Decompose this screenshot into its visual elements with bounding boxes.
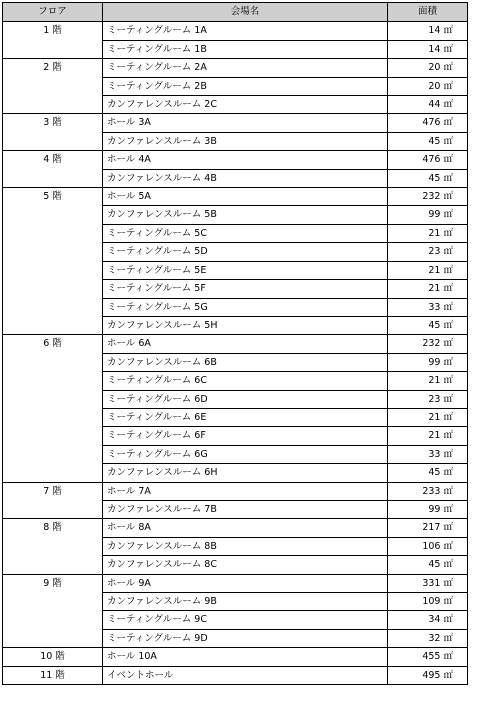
area-cell [388,574,468,592]
venue-name-cell: ホール 7A [103,482,388,500]
area-unit: ㎡ [443,301,453,313]
venue-name-cell: ミーティングルーム 5G [103,298,388,316]
area-unit: ㎡ [443,99,453,111]
area-unit: ㎡ [443,25,453,37]
floor-cell: 1 階 [3,22,103,59]
area-unit: ㎡ [443,503,453,515]
venue-name-cell: カンファレンスルーム 4B [103,169,388,187]
header-row [3,3,468,22]
area-unit: ㎡ [443,430,453,442]
area-unit: ㎡ [443,669,453,681]
venue-name-cell: ミーティングルーム 6F [103,427,388,445]
venue-name-cell: ミーティングルーム 1B [103,40,388,58]
area-value: 331 [422,577,441,589]
area-cell [388,390,468,408]
area-cell [388,224,468,242]
area-value: 476 [422,117,441,129]
area-value: 23 [428,246,441,258]
venue-body [3,22,468,685]
venue-name-cell: ホール 5A [103,188,388,206]
venue-name-cell: ミーティングルーム 5E [103,261,388,279]
area-value: 14 [428,43,441,55]
venue-name-cell: カンファレンスルーム 9B [103,593,388,611]
venue-name-cell: ミーティングルーム 6G [103,445,388,463]
area-value: 99 [428,503,441,515]
venue-name-cell: ホール 3A [103,114,388,132]
area-value: 20 [428,80,441,92]
area-cell [388,298,468,316]
area-value: 14 [428,25,441,37]
area-value: 21 [428,411,441,423]
area-value: 455 [422,651,441,663]
table-row [3,114,468,132]
area-cell [388,40,468,58]
area-cell [388,482,468,500]
area-value: 45 [428,559,441,571]
venue-name-cell: ミーティングルーム 6D [103,390,388,408]
area-cell [388,96,468,114]
area-value: 32 [428,632,441,644]
venue-name-cell: カンファレンスルーム 2C [103,96,388,114]
table-row [3,335,468,353]
area-value: 495 [422,669,441,681]
table-row [3,22,468,40]
area-cell [388,445,468,463]
area-value: 106 [422,540,441,552]
area-unit: ㎡ [443,356,453,368]
area-unit: ㎡ [443,209,453,221]
area-value: 44 [428,99,441,111]
venue-name-cell: ミーティングルーム 6C [103,372,388,390]
area-value: 21 [428,227,441,239]
area-unit: ㎡ [443,577,453,589]
venue-name-cell: カンファレンスルーム 3B [103,132,388,150]
area-cell [388,206,468,224]
area-cell [388,114,468,132]
venue-name-cell: ホール 10A [103,648,388,666]
area-unit: ㎡ [443,43,453,55]
area-unit: ㎡ [443,283,453,295]
area-cell [388,22,468,40]
floor-cell: 2 階 [3,59,103,114]
area-value: 21 [428,430,441,442]
area-cell [388,316,468,334]
area-value: 21 [428,283,441,295]
area-cell [388,280,468,298]
area-unit: ㎡ [443,227,453,239]
venue-name-cell: ミーティングルーム 5C [103,224,388,242]
area-value: 99 [428,209,441,221]
area-cell [388,151,468,169]
area-unit: ㎡ [443,522,453,534]
floor-cell: 3 階 [3,114,103,151]
area-cell [388,132,468,150]
area-cell [388,666,468,684]
area-value: 45 [428,467,441,479]
floor-cell: 5 階 [3,188,103,335]
venue-name-cell: ホール 4A [103,151,388,169]
area-unit: ㎡ [443,467,453,479]
area-cell [388,556,468,574]
area-unit: ㎡ [443,319,453,331]
floor-header: フロア [3,3,103,22]
area-cell [388,169,468,187]
area-cell [388,261,468,279]
floor-cell: 11 階 [3,666,103,684]
venue-name-cell: カンファレンスルーム 8C [103,556,388,574]
area-value: 33 [428,448,441,460]
area-value: 21 [428,264,441,276]
table-row [3,519,468,537]
table-row [3,574,468,592]
area-unit: ㎡ [443,393,453,405]
venue-table [2,2,468,685]
area-value: 217 [422,522,441,534]
area-unit: ㎡ [443,246,453,258]
area-unit: ㎡ [443,448,453,460]
area-cell [388,593,468,611]
floor-cell: 6 階 [3,335,103,482]
area-value: 99 [428,356,441,368]
venue-name-cell: カンファレンスルーム 6B [103,353,388,371]
area-unit: ㎡ [443,135,453,147]
area-header: 面積 [388,3,468,22]
venue-name-cell: ミーティングルーム 1A [103,22,388,40]
area-value: 109 [422,596,441,607]
venue-name-cell: ミーティングルーム 9C [103,611,388,629]
area-unit: ㎡ [443,540,453,552]
table-row [3,666,468,684]
area-value: 21 [428,375,441,387]
area-value: 20 [428,62,441,74]
venue-name-cell: カンファレンスルーム 6H [103,464,388,482]
area-cell [388,59,468,77]
area-unit: ㎡ [443,117,453,129]
venue-name-cell: ミーティングルーム 2B [103,77,388,95]
area-cell [388,629,468,647]
floor-cell: 4 階 [3,151,103,188]
area-value: 34 [428,614,441,626]
area-unit: ㎡ [443,651,453,663]
area-cell [388,519,468,537]
venue-name-cell: ミーティングルーム 2A [103,59,388,77]
table-row [3,648,468,666]
venue-header: 会場名 [103,3,388,22]
area-unit: ㎡ [443,375,453,387]
table-row [3,482,468,500]
venue-name-cell: ミーティングルーム 6E [103,408,388,426]
floor-cell: 9 階 [3,574,103,648]
area-unit: ㎡ [443,80,453,92]
area-cell [388,408,468,426]
venue-name-cell: カンファレンスルーム 7B [103,500,388,518]
area-cell [388,243,468,261]
area-cell [388,500,468,518]
area-value: 233 [422,485,441,497]
area-value: 33 [428,301,441,313]
area-unit: ㎡ [443,191,453,203]
area-value: 23 [428,393,441,405]
area-unit: ㎡ [443,154,453,166]
area-cell [388,353,468,371]
area-unit: ㎡ [443,172,453,184]
area-unit: ㎡ [443,338,453,350]
floor-cell: 10 階 [3,648,103,666]
area-cell [388,335,468,353]
venue-name-cell: カンファレンスルーム 5H [103,316,388,334]
area-unit: ㎡ [443,264,453,276]
area-unit: ㎡ [443,62,453,74]
area-cell [388,648,468,666]
venue-name-cell: ホール 6A [103,335,388,353]
area-value: 45 [428,172,441,184]
area-value: 45 [428,135,441,147]
area-cell [388,427,468,445]
area-unit: ㎡ [443,559,453,571]
floor-cell: 8 階 [3,519,103,574]
area-value: 232 [422,191,441,203]
floor-cell: 7 階 [3,482,103,519]
area-value: 232 [422,338,441,350]
area-cell [388,464,468,482]
area-value: 45 [428,319,441,331]
table-row [3,59,468,77]
area-cell [388,537,468,555]
area-unit: ㎡ [443,411,453,423]
area-cell [388,611,468,629]
area-cell [388,188,468,206]
area-unit: ㎡ [443,632,453,644]
venue-name-cell: ホール 8A [103,519,388,537]
venue-name-cell: カンファレンスルーム 5B [103,206,388,224]
venue-name-cell: ミーティングルーム 9D [103,629,388,647]
venue-name-cell: ミーティングルーム 5D [103,243,388,261]
area-unit: ㎡ [443,614,453,626]
venue-name-cell: イベントホール [103,666,388,684]
venue-name-cell: カンファレンスルーム 8B [103,537,388,555]
area-unit: ㎡ [443,485,453,497]
venue-name-cell: ホール 9A [103,574,388,592]
area-value: 476 [422,154,441,166]
venue-name-cell: ミーティングルーム 5F [103,280,388,298]
area-cell [388,77,468,95]
table-row [3,188,468,206]
area-cell [388,372,468,390]
area-unit: ㎡ [443,596,453,607]
table-row [3,151,468,169]
